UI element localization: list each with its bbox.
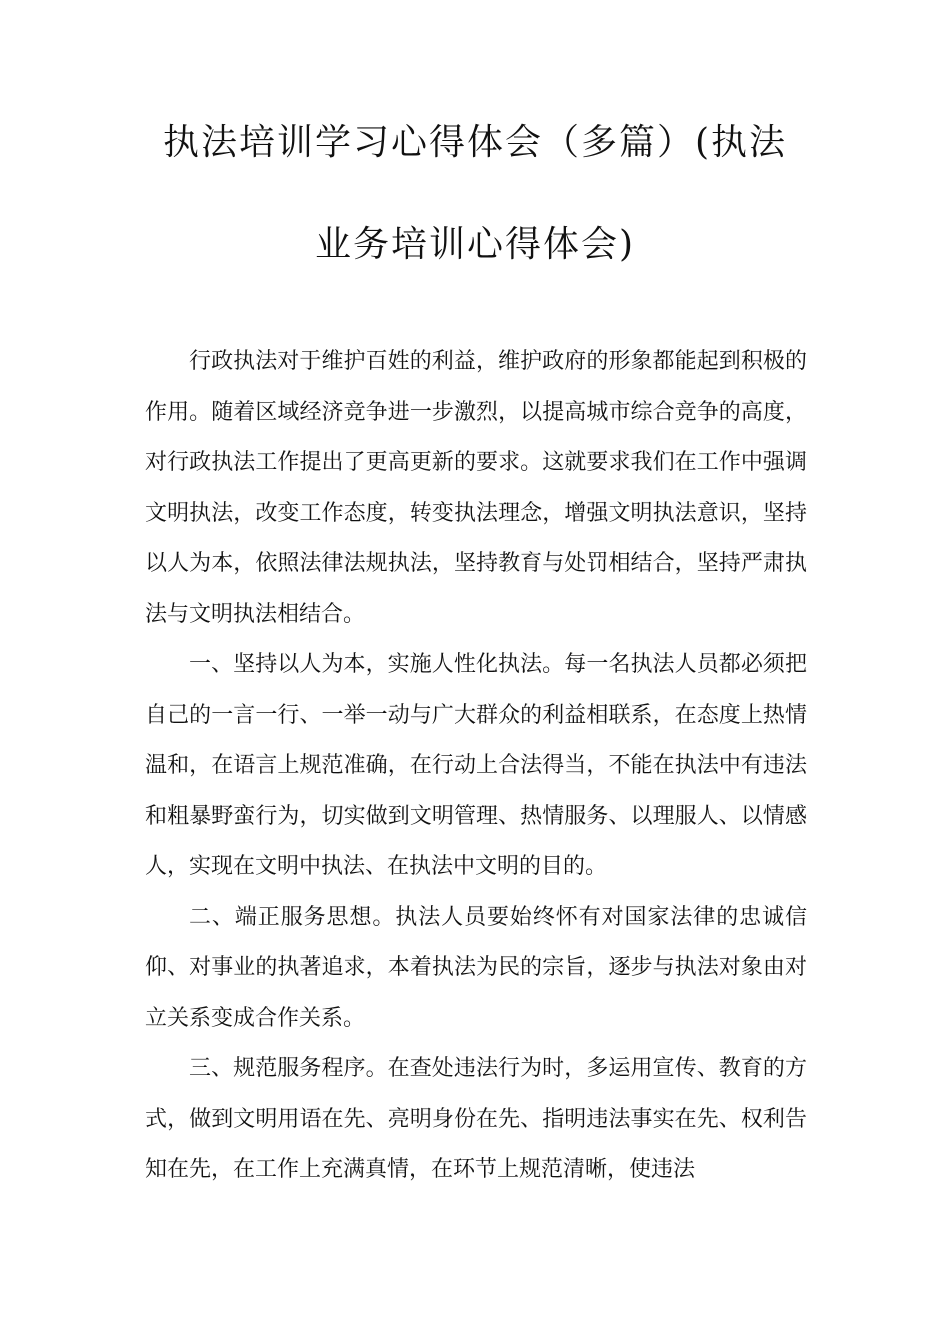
document-title-line-2: 业务培训心得体会)	[314, 224, 636, 265]
paragraph-point-2: 二、端正服务思想。执法人员要始终怀有对国家法律的忠诚信仰、对事业的执著追求，本着执法为民的宗旨，逐步与执法对象由对立关系变成合作关系。	[145, 904, 807, 1031]
document-body	[145, 337, 807, 1196]
paragraph-point-3: 三、规范服务程序。在查处违法行为时，多运用宣传、教育的方式，做到文明用语在先、亮明身份在先、指明违法事实在先、权利告知在先，在工作上充满真情，在环节上规范清晰，使违法	[145, 1056, 807, 1182]
paragraph-point-1: 一、坚持以人为本，实施人性化执法。每一名执法人员都必须把自己的一言一行、一举一动与广大群众的利益相联系，在态度上热情温和，在语言上规范准确，在行动上合法得当，不能在执法中有违法和粗暴野蛮行为，切实做到文明管理、热情服务、以理服人、以情感人，实现在文明中执法、在执法中文明的目的。	[145, 652, 807, 879]
paragraph-intro: 行政执法对于维护百姓的利益，维护政府的形象都能起到积极的作用。随着区域经济竞争进一步激烈，以提高城市综合竞争的高度，对行政执法工作提出了更高更新的要求。这就要求我们在工作中强调文明执法，改变工作态度，转变执法理念，增强文明执法意识，坚持以人为本，依照法律法规执法，坚持教育与处罚相结合，坚持严肃执法与文明执法相结合。	[145, 349, 807, 627]
document-title-line-1: 执法培训学习心得体会（多篇）(执法	[162, 122, 788, 163]
